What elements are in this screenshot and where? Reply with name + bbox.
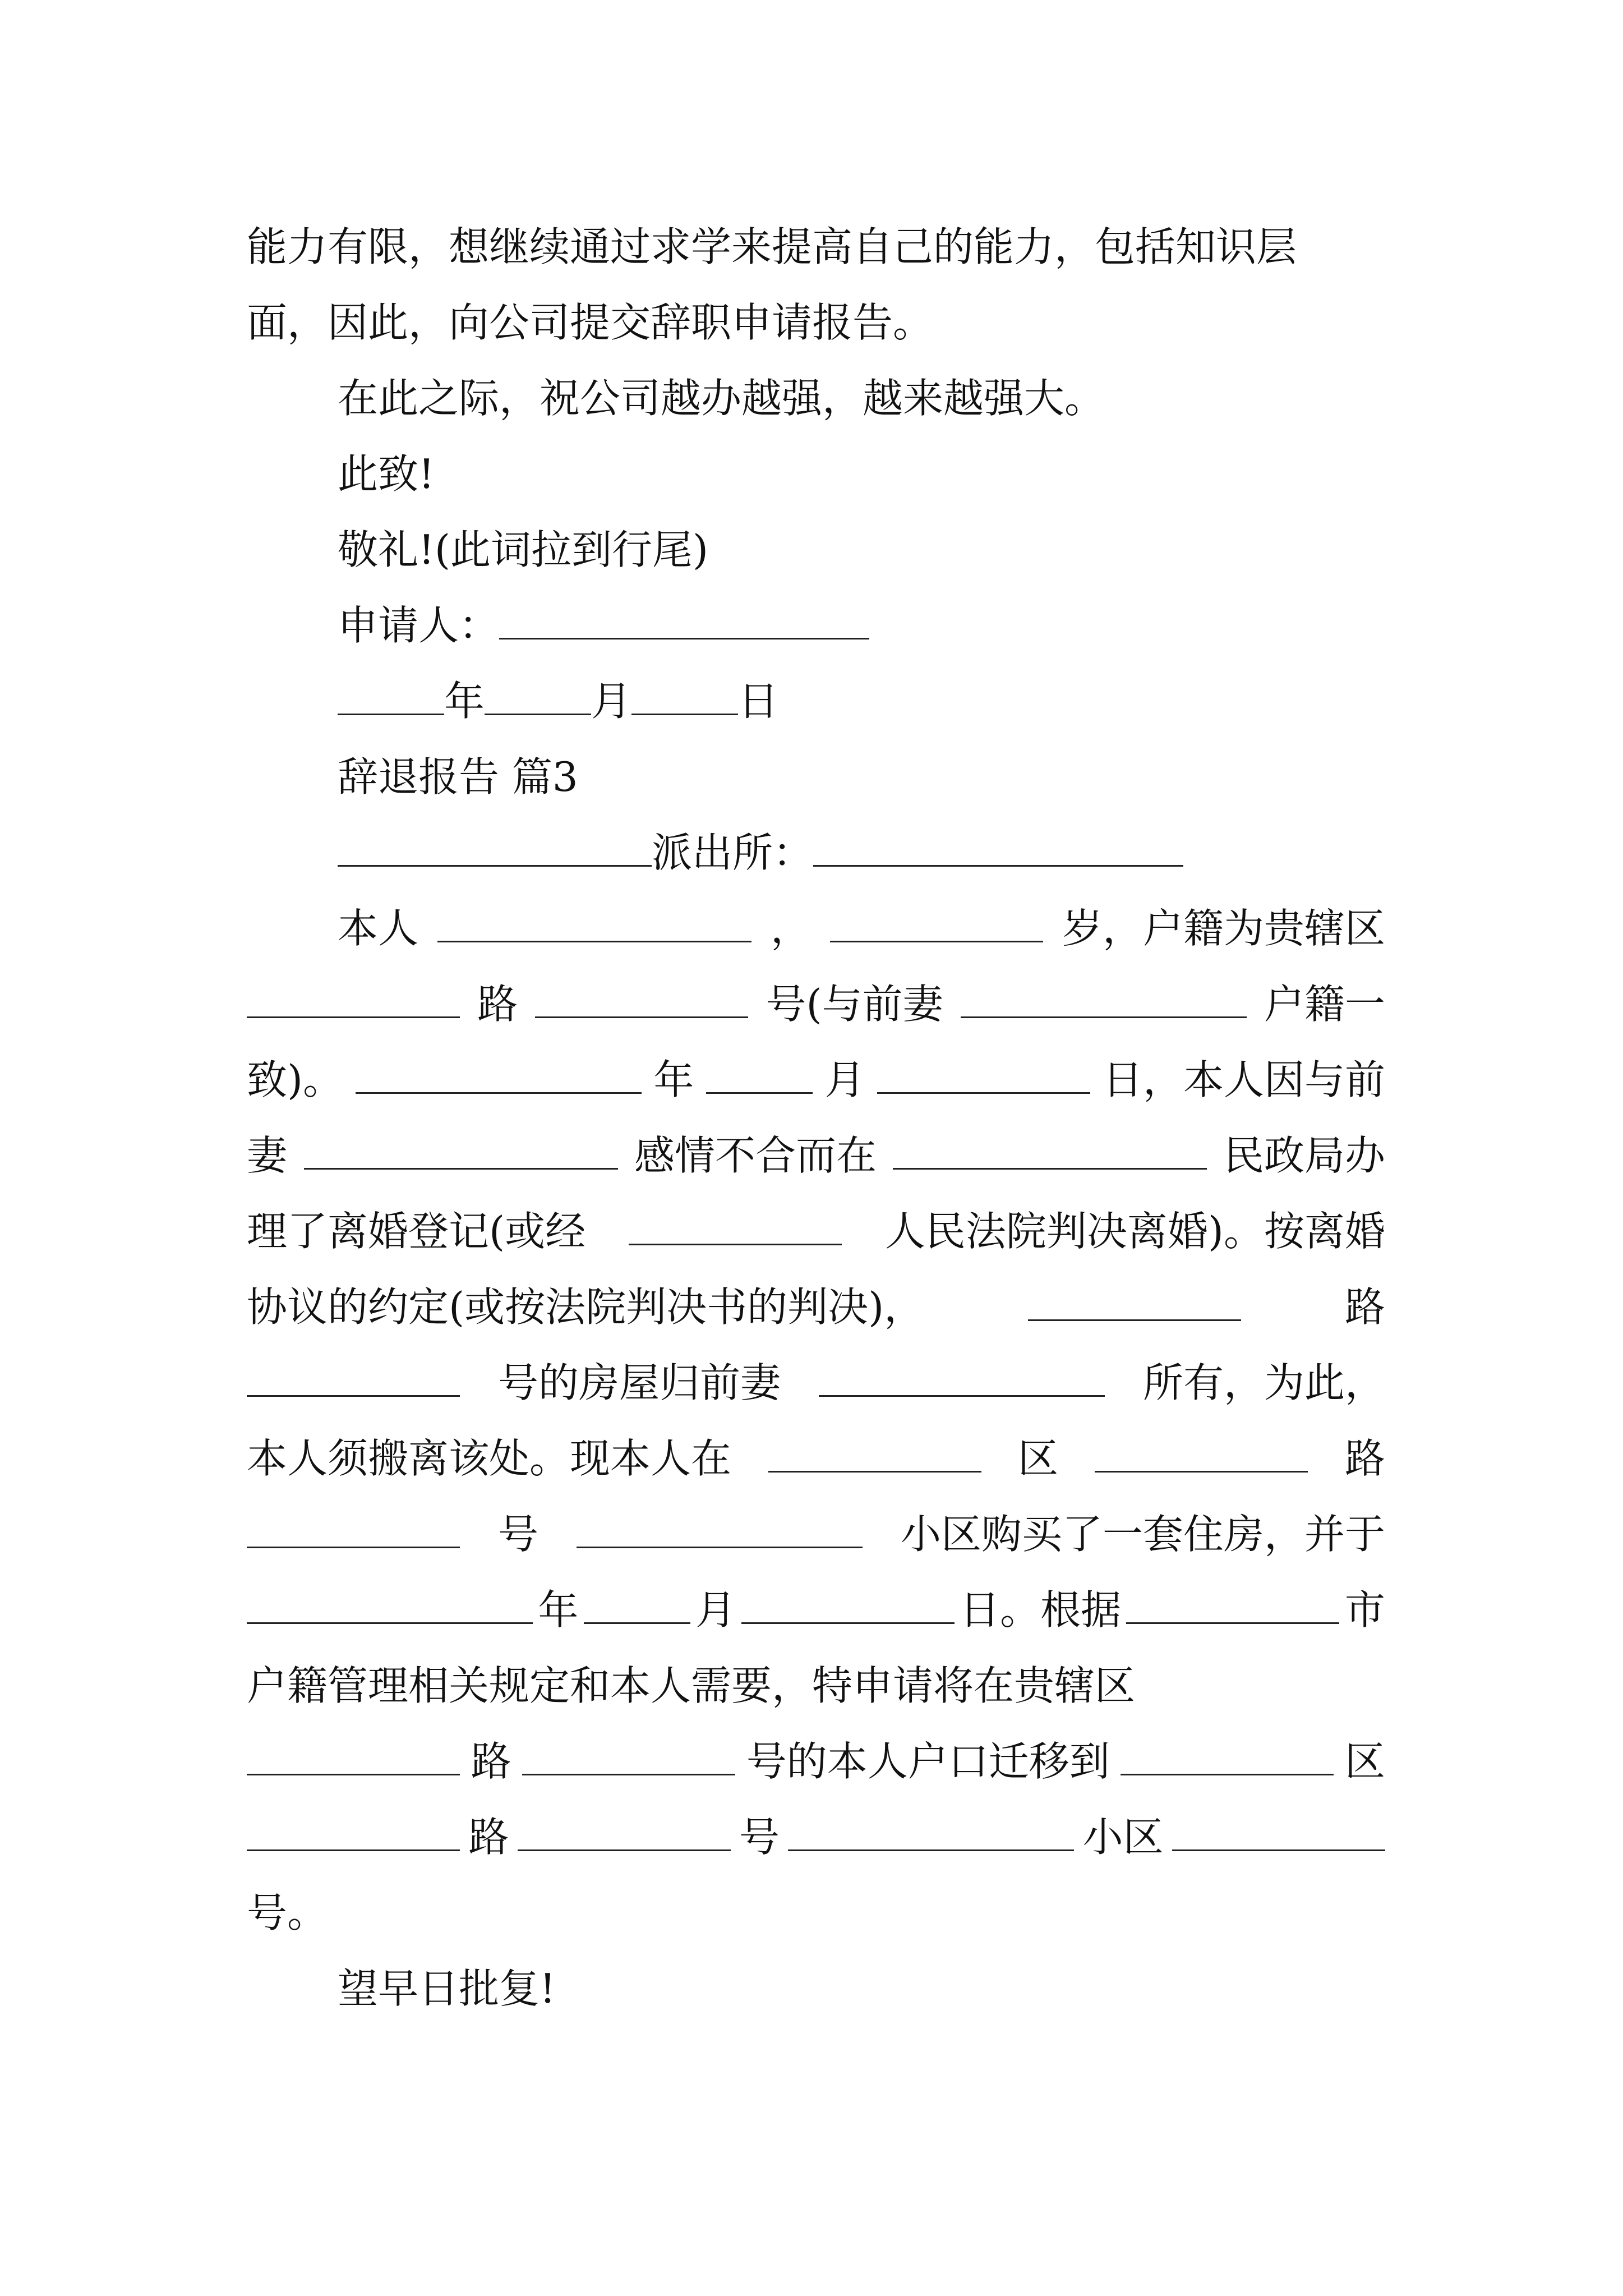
body-line-8 [247,1433,1385,1484]
year-blank [356,1056,642,1094]
district-blank [768,1435,981,1473]
ex-wife-name-blank [304,1132,618,1170]
text-line: 此致! [338,450,435,498]
road-blank [1028,1283,1241,1321]
text-line: 敬礼!(此词拉到行尾) [338,526,709,573]
year-blank [247,1586,533,1624]
applicant-blank [499,602,869,639]
text-segment: 人民法院判决离婚)。按离婚 [884,1208,1385,1255]
body-line-6 [247,1282,1385,1332]
body-line-9 [247,1509,1385,1559]
text-segment: 月 [695,1586,736,1634]
greeting-line [338,373,1476,424]
body-line-3 [247,1055,1385,1105]
month-blank [485,678,591,715]
body-line-11 [247,1660,1385,1711]
text-segment: 日，本人因与前 [1102,1056,1385,1103]
text-segment: 年 [538,1586,579,1634]
ex-wife-blank [961,981,1247,1018]
text-segment: 致)。 [247,1056,344,1103]
court-blank [629,1208,842,1245]
closing-request [338,1963,1476,2014]
text-segment: 户籍管理相关规定和本人需要，特申请将在贵辖区 [247,1662,1136,1709]
text-segment: 妻 [247,1132,288,1179]
body-line-12 [247,1736,1385,1787]
text-segment: 本人须搬离该处。现本人在 [247,1435,732,1482]
civil-affairs-blank [893,1132,1207,1170]
text-segment: 本人 [338,905,419,952]
month-blank [706,1056,813,1094]
road-blank [247,1814,460,1851]
community-blank [788,1814,1074,1851]
month-label: 月 [591,678,632,725]
text-segment: 所有，为此， [1142,1359,1385,1406]
day-blank [877,1056,1090,1094]
text-segment: 小区购买了一套住房，并于 [900,1511,1385,1558]
date-line [338,676,1476,726]
text-line: 能力有限，想继续通过求学来提高自己的能力，包括知识层 [247,223,1297,270]
text-segment: 感情不合而在 [634,1132,877,1179]
body-line-7 [247,1358,1385,1408]
text-line: 在此之际，祝公司越办越强，越来越强大。 [338,375,1105,422]
body-line-14 [247,1888,1385,1938]
paragraph-line-2 [247,297,1385,348]
addressee-line [338,827,1476,878]
text-line: 面，因此，向公司提交辞职申请报告。 [247,299,934,346]
text-line: 望早日批复! [338,1965,556,2012]
text-segment: 户籍一 [1264,981,1385,1028]
text-segment: 日。根据 [960,1586,1122,1634]
text-segment: 号的房屋归前妻 [497,1359,781,1406]
text-segment: 路 [1344,1435,1385,1482]
text-segment: 理了离婚登记(或经 [247,1208,586,1255]
day-blank [631,678,738,715]
addressee-blank [813,829,1183,867]
road-blank [247,981,460,1018]
text-segment: 路 [468,1814,509,1861]
road-blank [247,1738,460,1775]
police-station-blank [338,829,652,867]
text-segment: 号(与前妻 [766,981,943,1028]
text-segment: 号的本人户口迁移到 [746,1738,1110,1785]
section-title: 辞退报告 篇3 [338,753,578,800]
community-blank [577,1511,863,1548]
text-segment: 路 [471,1738,511,1785]
text-segment: 岁，户籍为贵辖区 [1062,905,1385,952]
number-blank [535,981,748,1018]
text-segment: 路 [1344,1283,1385,1331]
body-line-4 [247,1130,1385,1181]
closing-jingli [338,524,1476,575]
text-segment: 市 [1344,1586,1385,1634]
name-blank [437,905,751,942]
ex-wife-name-blank [819,1359,1105,1397]
month-blank [584,1586,690,1624]
building-blank [1172,1814,1385,1851]
section-heading [338,752,1476,802]
closing-cizhi [338,449,1476,499]
number-blank [522,1738,735,1775]
road-blank [1095,1435,1308,1473]
text-segment: 协议的约定(或按法院判决书的判决)， [247,1283,925,1331]
paragraph-line-1 [247,222,1385,272]
text-segment: 号 [497,1511,538,1558]
body-line-5 [247,1206,1385,1257]
age-blank [830,905,1043,942]
year-blank [338,678,444,715]
text-segment: 月 [824,1056,865,1103]
text-segment: 号 [739,1814,780,1861]
day-label: 日 [738,678,779,725]
day-blank [741,1586,955,1624]
number-blank [518,1814,731,1851]
body-line-10 [247,1585,1385,1635]
applicant-label: 申请人： [338,602,500,649]
number-blank [247,1511,460,1548]
applicant-line [338,600,1476,651]
text-line: 号。 [247,1889,328,1936]
text-segment: 区 [1344,1738,1385,1785]
text-segment: 小区 [1082,1814,1164,1861]
number-blank [247,1359,460,1397]
body-line-1 [338,903,1385,954]
text-segment: 区 [1017,1435,1058,1482]
city-blank [1126,1586,1339,1624]
district-blank [1121,1738,1334,1775]
text-segment: 年 [653,1056,694,1103]
body-line-13 [247,1812,1385,1862]
police-station-label: 派出所： [652,829,814,876]
body-line-2 [247,979,1385,1029]
text-segment: 路 [477,981,518,1028]
text-segment: 民政局办 [1223,1132,1385,1179]
year-label: 年 [444,678,485,725]
text-segment: ， [770,905,811,952]
